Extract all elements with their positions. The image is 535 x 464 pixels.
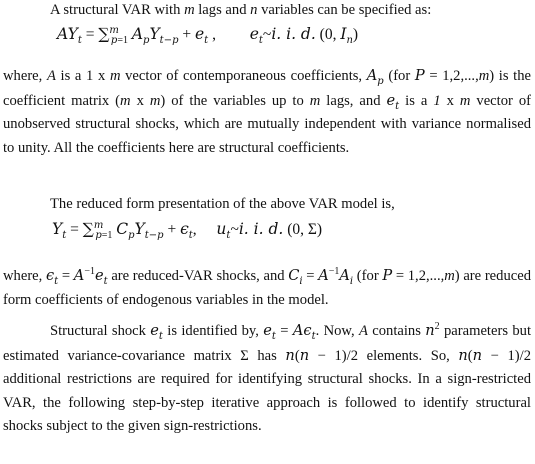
paragraph-structural-coefficients: where, A is a 1 x m vector of contemporaneous coefficients, $A_p$ (for P = 1,2,...,m) is the coefficient matrix (m x m) of the variables up to m lags, and $e_t$ is a 1 x m vector of unobserved structural shocks, which are mutually independent with variance normalised to unity. All the coefficients here are structural coefficients.	[3, 67, 532, 156]
structural-var-equation: $AY_t = \sum^m_{p=1}$ $A_pY_{t-p} + e_t$ , $e_t\sim i$. i. d. (0, $I_n$)	[57, 24, 359, 47]
paragraph-identification: Structural shock $e_t$ is identified by, $e_t = A\epsilon_t$. Now, A contains $n^2$ parameters but estimated variance-covariance matrix Σ has n(n − 1)/2 elements. So, n(n − 1)/2 additional restrictions are required for identifying structural shocks. In a sign-restricted VAR, the following step-by-step iterative approach is followed to identify structural shocks subject to the given sign-restrictions.	[3, 321, 531, 435]
para3-intro: The reduced form presentation of the above VAR model is,	[50, 196, 395, 212]
paragraph-reduced-shocks: where, $\epsilon_t = A^{-1}e_t$ are reduced-VAR shocks, and $C_i = A^{-1}A_i$ (for P = 1,2,...,m) are reduced form coefficients of endogenous variables in the model.	[3, 266, 531, 308]
para1-intro: A structural VAR with m lags and n variables can be specified as:	[50, 2, 432, 18]
reduced-form-equation: $Y_t = \sum^m_{p=1}$ $C_pY_{t-p} + \epsilon_t$, $u_t\sim i$. i. d. (0, Σ)	[52, 219, 323, 242]
